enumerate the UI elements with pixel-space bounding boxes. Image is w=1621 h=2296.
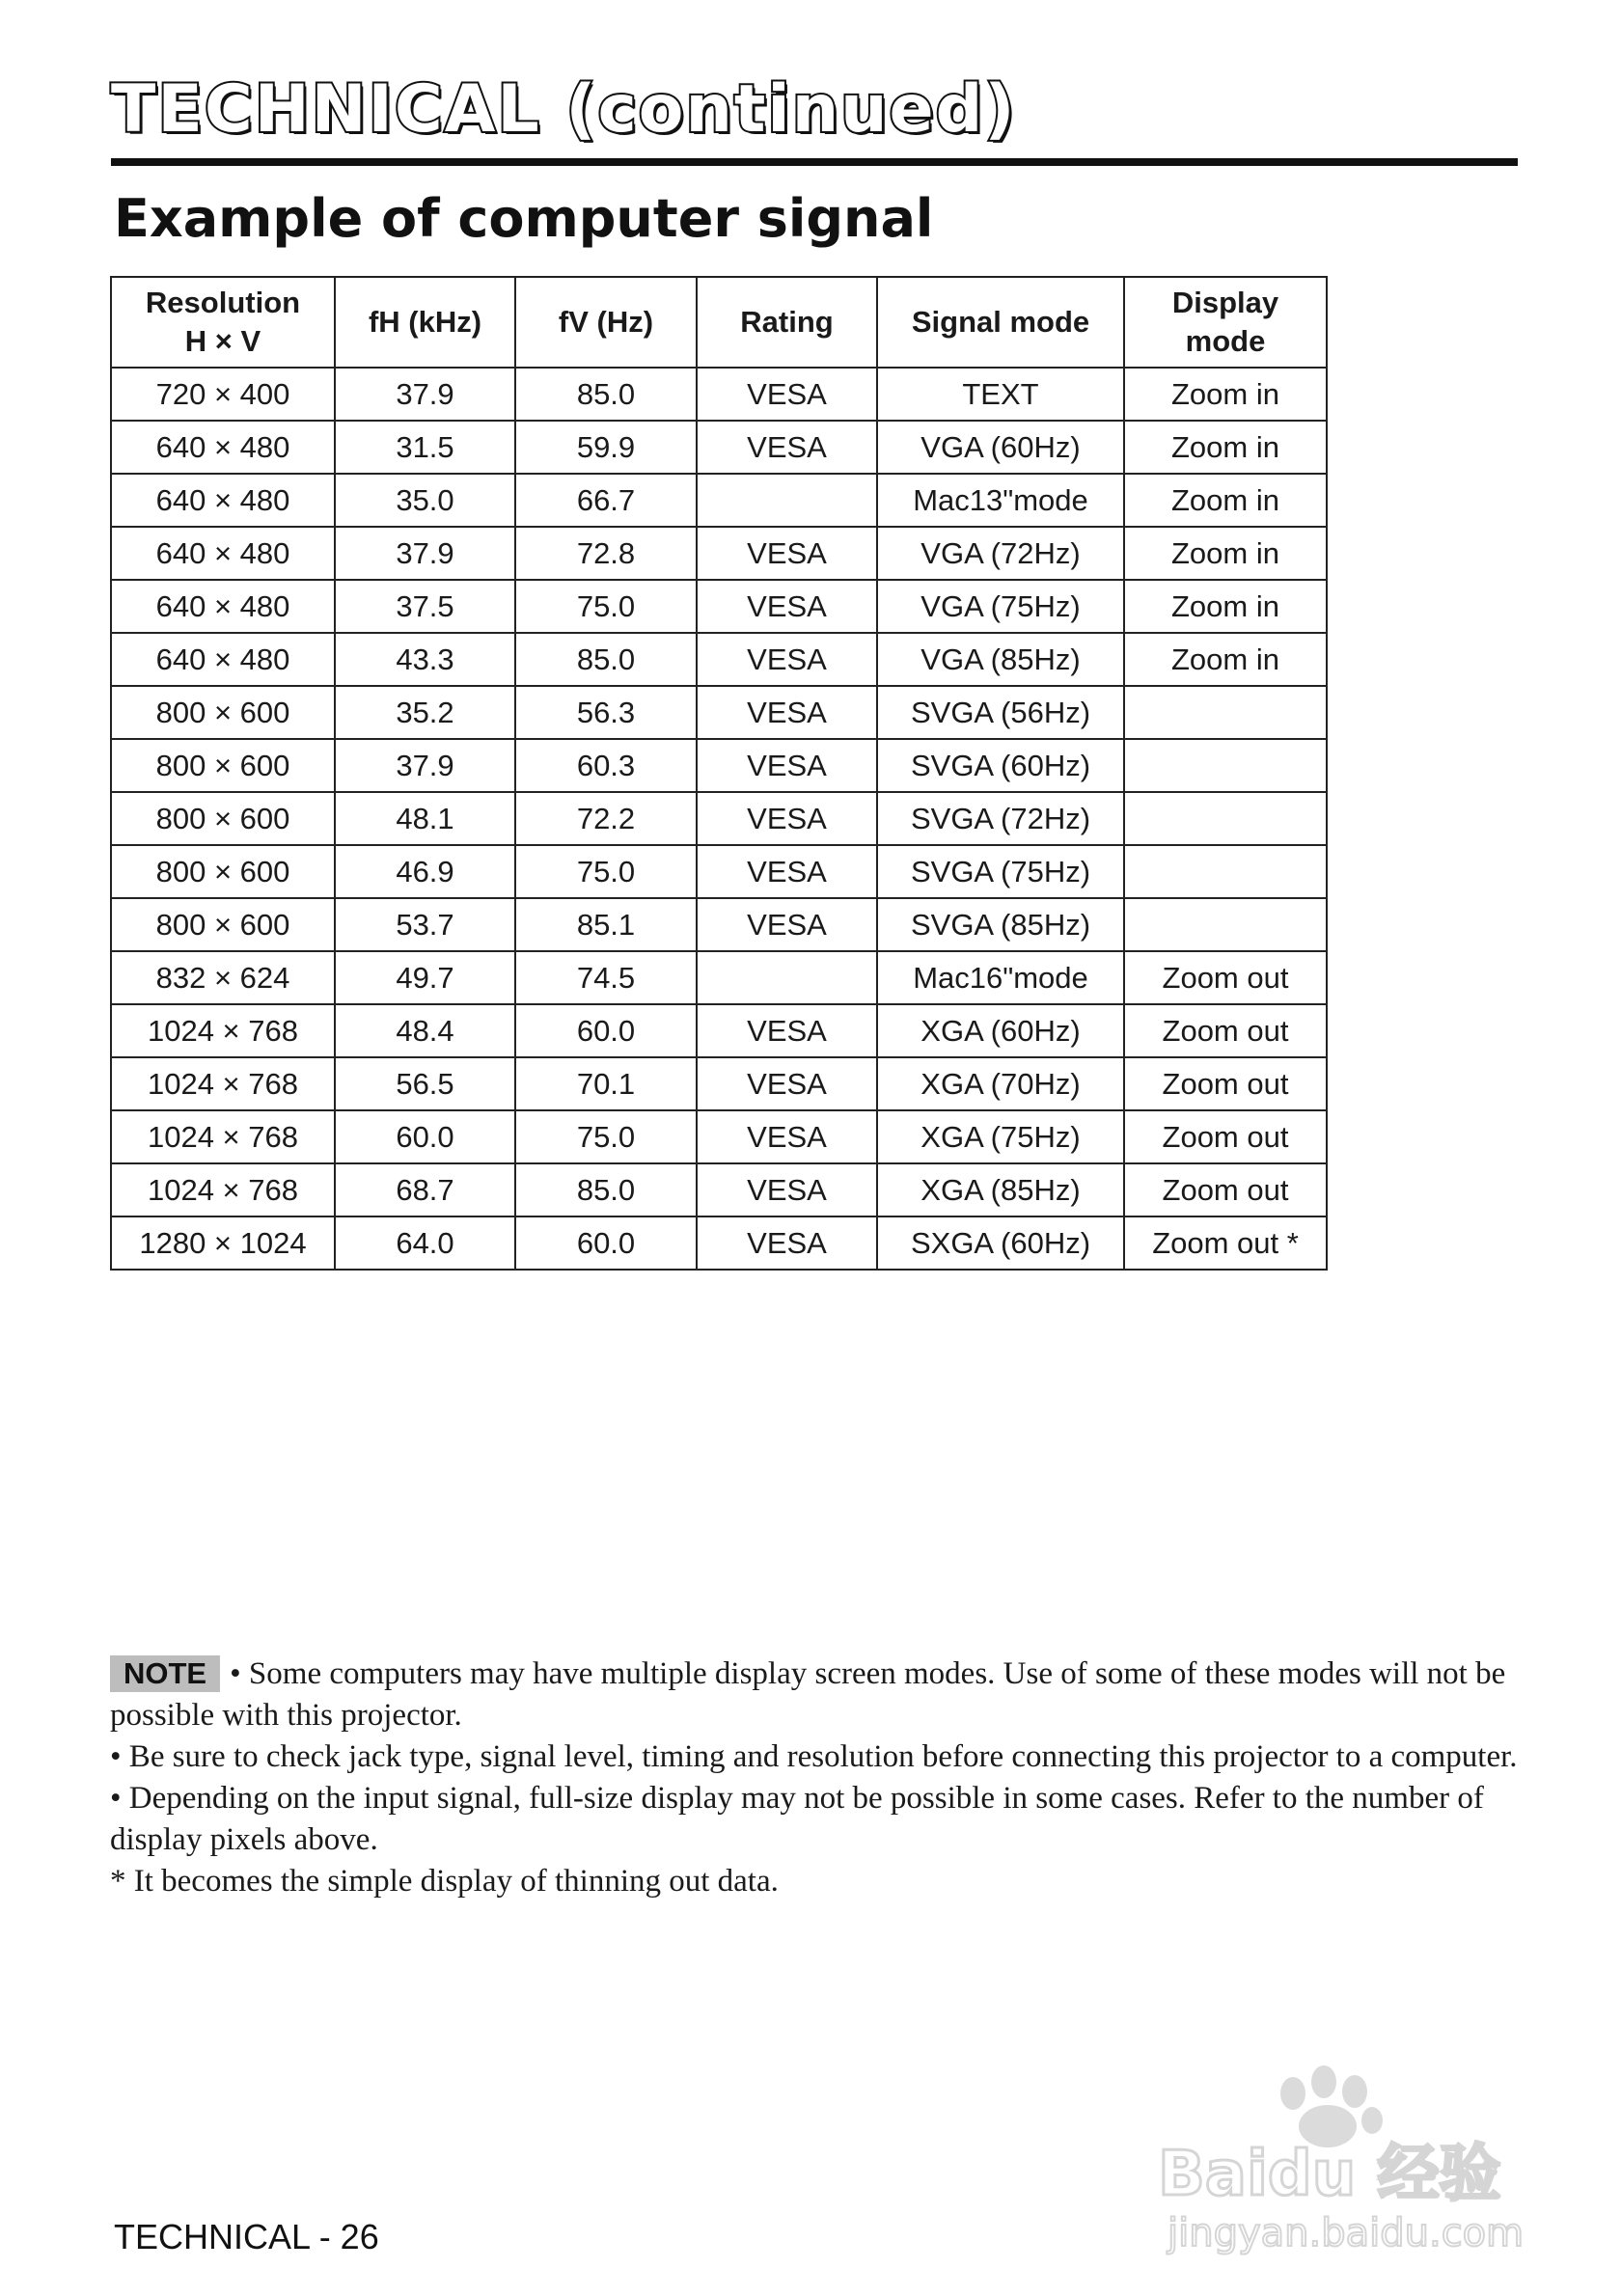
cell-signal-mode: XGA (75Hz) [877, 1110, 1124, 1163]
cell-rating: VESA [697, 1163, 877, 1216]
header-signal-mode: Signal mode [877, 277, 1124, 368]
cell-rating: VESA [697, 1216, 877, 1270]
cell-signal-mode: SVGA (60Hz) [877, 739, 1124, 792]
cell-fh: 37.5 [335, 580, 515, 633]
cell-display-mode: Zoom in [1124, 474, 1327, 527]
table-row [111, 1216, 1327, 1270]
cell-fv: 85.0 [515, 1163, 697, 1216]
cell-rating: VESA [697, 792, 877, 845]
header-fv: fV (Hz) [515, 277, 697, 368]
note-paragraph-1 [110, 1654, 1519, 1736]
cell-fv: 74.5 [515, 951, 697, 1004]
cell-rating: VESA [697, 580, 877, 633]
cell-resolution: 1024 × 768 [111, 1163, 335, 1216]
watermark-url: jingyan.baidu.com [1168, 2211, 1525, 2255]
cell-rating: VESA [697, 1004, 877, 1057]
cell-fv: 60.0 [515, 1004, 697, 1057]
baidu-watermark [1148, 2064, 1553, 2257]
cell-display-mode: Zoom in [1124, 580, 1327, 633]
cell-signal-mode: XGA (70Hz) [877, 1057, 1124, 1110]
cell-fv: 60.3 [515, 739, 697, 792]
table-row [111, 474, 1327, 527]
cell-fv: 85.0 [515, 368, 697, 421]
header-resolution [111, 277, 335, 368]
cell-fv: 59.9 [515, 421, 697, 474]
cell-fv: 75.0 [515, 1110, 697, 1163]
cell-rating [697, 951, 877, 1004]
cell-resolution: 800 × 600 [111, 792, 335, 845]
cell-fh: 43.3 [335, 633, 515, 686]
cell-display-mode: Zoom out * [1124, 1216, 1327, 1270]
cell-rating: VESA [697, 421, 877, 474]
cell-display-mode: Zoom out [1124, 1163, 1327, 1216]
table-row [111, 686, 1327, 739]
cell-fh: 35.0 [335, 474, 515, 527]
table-header-row [111, 277, 1327, 368]
cell-fh: 37.9 [335, 527, 515, 580]
cell-signal-mode: Mac13"mode [877, 474, 1124, 527]
cell-resolution: 640 × 480 [111, 527, 335, 580]
cell-fh: 31.5 [335, 421, 515, 474]
cell-resolution: 1024 × 768 [111, 1057, 335, 1110]
cell-fv: 56.3 [515, 686, 697, 739]
note-paragraph-2: • Be sure to check jack type, signal level, timing and resolution before connecting this projector to a computer. [110, 1739, 1518, 1774]
table-row [111, 1057, 1327, 1110]
table-row [111, 580, 1327, 633]
header-resolution-line2: H × V [184, 324, 261, 358]
header-resolution-line1: Resolution [145, 286, 301, 319]
cell-resolution: 800 × 600 [111, 845, 335, 898]
cell-resolution: 800 × 600 [111, 898, 335, 951]
table-row [111, 792, 1327, 845]
cell-resolution: 1280 × 1024 [111, 1216, 335, 1270]
cell-rating: VESA [697, 633, 877, 686]
table-row [111, 898, 1327, 951]
cell-display-mode [1124, 686, 1327, 739]
page-footer: TECHNICAL - 26 [114, 2217, 379, 2256]
table-row [111, 633, 1327, 686]
header-rating: Rating [697, 277, 877, 368]
cell-fv: 85.0 [515, 633, 697, 686]
cell-signal-mode: VGA (85Hz) [877, 633, 1124, 686]
cell-signal-mode: SVGA (85Hz) [877, 898, 1124, 951]
title-underline [111, 158, 1518, 166]
cell-display-mode [1124, 898, 1327, 951]
table-row [111, 951, 1327, 1004]
header-display-mode [1124, 277, 1327, 368]
cell-signal-mode: XGA (85Hz) [877, 1163, 1124, 1216]
cell-fv: 72.2 [515, 792, 697, 845]
cell-display-mode [1124, 739, 1327, 792]
cell-fh: 64.0 [335, 1216, 515, 1270]
cell-display-mode: Zoom in [1124, 368, 1327, 421]
page-title: TECHNICAL (continued) [111, 71, 1017, 148]
cell-fh: 48.4 [335, 1004, 515, 1057]
cell-rating [697, 474, 877, 527]
notes-section [110, 1654, 1519, 1902]
cell-fh: 37.9 [335, 739, 515, 792]
table-row [111, 1004, 1327, 1057]
cell-resolution: 640 × 480 [111, 633, 335, 686]
cell-signal-mode: XGA (60Hz) [877, 1004, 1124, 1057]
cell-fh: 48.1 [335, 792, 515, 845]
cell-signal-mode: TEXT [877, 368, 1124, 421]
cell-fh: 60.0 [335, 1110, 515, 1163]
cell-resolution: 800 × 600 [111, 686, 335, 739]
cell-fv: 66.7 [515, 474, 697, 527]
cell-display-mode: Zoom in [1124, 421, 1327, 474]
cell-fv: 72.8 [515, 527, 697, 580]
note-text-1: • Some computers may have multiple display screen modes. Use of some of these modes will not be possible with this projector. [110, 1656, 1506, 1733]
cell-fv: 60.0 [515, 1216, 697, 1270]
cell-resolution: 640 × 480 [111, 474, 335, 527]
cell-fh: 49.7 [335, 951, 515, 1004]
cell-rating: VESA [697, 898, 877, 951]
cell-signal-mode: Mac16"mode [877, 951, 1124, 1004]
cell-resolution: 1024 × 768 [111, 1110, 335, 1163]
cell-display-mode [1124, 845, 1327, 898]
table-row [111, 1110, 1327, 1163]
table-row [111, 421, 1327, 474]
section-heading: Example of computer signal [114, 188, 934, 249]
cell-fv: 85.1 [515, 898, 697, 951]
cell-display-mode: Zoom in [1124, 633, 1327, 686]
cell-fh: 68.7 [335, 1163, 515, 1216]
cell-fh: 46.9 [335, 845, 515, 898]
cell-display-mode [1124, 792, 1327, 845]
header-fh: fH (kHz) [335, 277, 515, 368]
cell-fh: 35.2 [335, 686, 515, 739]
cell-rating: VESA [697, 739, 877, 792]
cell-signal-mode: SVGA (75Hz) [877, 845, 1124, 898]
cell-signal-mode: SVGA (56Hz) [877, 686, 1124, 739]
cell-display-mode: Zoom out [1124, 1110, 1327, 1163]
cell-signal-mode: SXGA (60Hz) [877, 1216, 1124, 1270]
cell-signal-mode: VGA (75Hz) [877, 580, 1124, 633]
cell-display-mode: Zoom out [1124, 1057, 1327, 1110]
paw-icon [1280, 2065, 1383, 2147]
cell-rating: VESA [697, 1110, 877, 1163]
cell-rating: VESA [697, 527, 877, 580]
cell-signal-mode: VGA (72Hz) [877, 527, 1124, 580]
computer-signal-table [110, 276, 1328, 1271]
watermark-brand: Baidu 经验 [1158, 2139, 1501, 2210]
cell-display-mode: Zoom in [1124, 527, 1327, 580]
cell-rating: VESA [697, 845, 877, 898]
header-display-mode-line1: Display [1171, 286, 1279, 319]
cell-fv: 75.0 [515, 580, 697, 633]
note-paragraph-3: • Depending on the input signal, full-size display may not be possible in some cases. Refer to the number of display pixels above. [110, 1781, 1484, 1857]
cell-rating: VESA [697, 368, 877, 421]
table-row [111, 368, 1327, 421]
cell-fv: 75.0 [515, 845, 697, 898]
table-row [111, 1163, 1327, 1216]
cell-signal-mode: SVGA (72Hz) [877, 792, 1124, 845]
cell-resolution: 800 × 600 [111, 739, 335, 792]
cell-fh: 56.5 [335, 1057, 515, 1110]
header-display-mode-line2: mode [1185, 324, 1266, 358]
cell-resolution: 832 × 624 [111, 951, 335, 1004]
table-row [111, 845, 1327, 898]
cell-resolution: 640 × 480 [111, 421, 335, 474]
cell-resolution: 1024 × 768 [111, 1004, 335, 1057]
table-body [111, 368, 1327, 1270]
note-paragraph-4: * It becomes the simple display of thinning out data. [110, 1864, 779, 1899]
cell-resolution: 720 × 400 [111, 368, 335, 421]
table-row [111, 527, 1327, 580]
cell-display-mode: Zoom out [1124, 951, 1327, 1004]
cell-fh: 37.9 [335, 368, 515, 421]
cell-rating: VESA [697, 686, 877, 739]
cell-fv: 70.1 [515, 1057, 697, 1110]
cell-fh: 53.7 [335, 898, 515, 951]
cell-rating: VESA [697, 1057, 877, 1110]
cell-signal-mode: VGA (60Hz) [877, 421, 1124, 474]
cell-resolution: 640 × 480 [111, 580, 335, 633]
table-row [111, 739, 1327, 792]
cell-display-mode: Zoom out [1124, 1004, 1327, 1057]
note-badge: NOTE [110, 1655, 220, 1692]
